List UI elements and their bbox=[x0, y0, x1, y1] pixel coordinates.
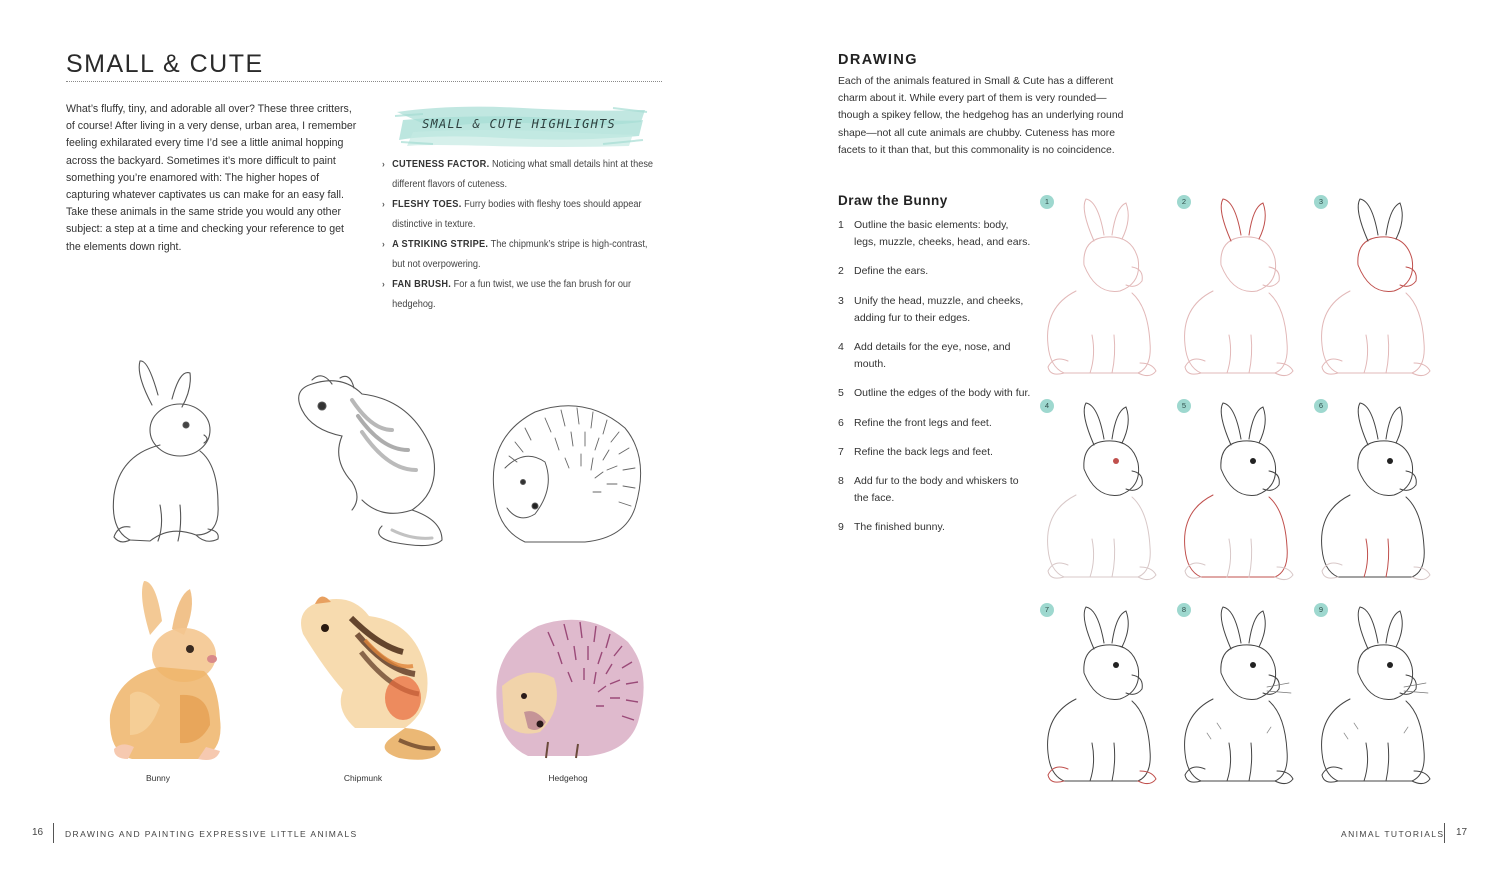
page-number-left: 16 bbox=[32, 827, 44, 838]
highlights-title: SMALL & CUTE HIGHLIGHTS bbox=[422, 117, 616, 131]
highlight-text: The chipmunk’s stripe is high-contrast, but not overpowering. bbox=[392, 239, 648, 270]
bunny-step-sketch bbox=[1040, 195, 1170, 385]
bunny-step-sketch bbox=[1040, 399, 1170, 589]
chipmunk-painting bbox=[295, 590, 445, 765]
hedgehog-painting bbox=[488, 612, 653, 762]
running-head-right: ANIMAL TUTORIALS bbox=[1341, 829, 1445, 839]
step-text: The finished bunny. bbox=[854, 521, 945, 534]
hedgehog-sketch bbox=[485, 398, 650, 548]
step-item bbox=[838, 519, 1033, 536]
bunny-step-sketch bbox=[1314, 399, 1444, 589]
chevron-right-icon: › bbox=[382, 199, 385, 209]
highlight-text: Furry bodies with fleshy toes should appear distinctive in texture. bbox=[392, 199, 642, 230]
highlight-key: CUTENESS FACTOR. bbox=[392, 159, 490, 170]
bunny-step-sketch bbox=[1177, 195, 1307, 385]
step-item bbox=[838, 339, 1033, 373]
step-badge: 6 bbox=[1314, 399, 1328, 413]
bunny-sketch bbox=[100, 355, 230, 550]
step-text: Refine the back legs and feet. bbox=[854, 445, 993, 458]
caption-bunny: Bunny bbox=[145, 773, 171, 783]
step-drawings-grid bbox=[1040, 195, 1450, 795]
step-badge: 3 bbox=[1314, 195, 1328, 209]
step-item bbox=[838, 293, 1033, 327]
step-drawing-1 bbox=[1040, 195, 1170, 385]
step-drawing-4 bbox=[1040, 399, 1170, 589]
bunny-step-sketch bbox=[1040, 603, 1170, 793]
page-number-right: 17 bbox=[1456, 827, 1468, 838]
steps-list bbox=[838, 217, 1033, 549]
highlight-key: FAN BRUSH. bbox=[392, 279, 452, 290]
step-number: 6 bbox=[838, 416, 844, 429]
page-title: SMALL & CUTE bbox=[66, 50, 264, 78]
chevron-right-icon: › bbox=[382, 239, 385, 249]
step-drawing-7 bbox=[1040, 603, 1170, 793]
running-head-left: DRAWING AND PAINTING EXPRESSIVE LITTLE ANIMALS bbox=[65, 829, 358, 839]
step-drawing-2 bbox=[1177, 195, 1307, 385]
step-drawing-5 bbox=[1177, 399, 1307, 589]
bunny-step-sketch bbox=[1314, 195, 1444, 385]
step-item bbox=[838, 415, 1033, 432]
caption-chipmunk: Chipmunk bbox=[343, 773, 383, 783]
chipmunk-sketch bbox=[292, 370, 452, 550]
chevron-right-icon: › bbox=[382, 279, 385, 289]
step-number: 1 bbox=[838, 219, 844, 231]
tutorial-heading: Draw the Bunny bbox=[838, 193, 948, 208]
step-badge: 9 bbox=[1314, 603, 1328, 617]
step-badge: 4 bbox=[1040, 399, 1054, 413]
highlights-list bbox=[382, 155, 658, 315]
step-number: 8 bbox=[838, 475, 844, 488]
bunny-step-sketch bbox=[1177, 399, 1307, 589]
highlight-item bbox=[382, 275, 653, 314]
highlight-item bbox=[382, 195, 653, 234]
step-text: Add fur to the body and whiskers to the face. bbox=[854, 475, 1019, 505]
step-text: Add details for the eye, nose, and mouth. bbox=[854, 341, 1011, 371]
step-drawing-6 bbox=[1314, 399, 1444, 589]
highlight-text: Noticing what small details hint at these different flavors of cuteness. bbox=[392, 159, 654, 190]
title-dotted-rule bbox=[66, 81, 662, 82]
step-item bbox=[838, 473, 1033, 507]
step-text: Outline the basic elements: body, legs, muzzle, cheeks, head, and ears. bbox=[854, 219, 1031, 249]
step-text: Define the ears. bbox=[854, 265, 929, 278]
step-badge: 2 bbox=[1177, 195, 1191, 209]
right-page bbox=[750, 0, 1500, 882]
caption-hedgehog: Hedgehog bbox=[548, 773, 588, 783]
step-number: 9 bbox=[838, 521, 844, 534]
folio-divider bbox=[1444, 823, 1445, 843]
step-badge: 8 bbox=[1177, 603, 1191, 617]
step-text: Refine the front legs and feet. bbox=[854, 416, 992, 429]
step-number: 3 bbox=[838, 294, 844, 307]
step-item bbox=[838, 217, 1033, 251]
step-drawing-9 bbox=[1314, 603, 1444, 793]
highlight-item bbox=[382, 235, 653, 274]
step-drawing-8 bbox=[1177, 603, 1307, 793]
step-item bbox=[838, 385, 1033, 402]
bunny-step-sketch bbox=[1177, 603, 1307, 793]
step-badge: 7 bbox=[1040, 603, 1054, 617]
step-item bbox=[838, 263, 1033, 280]
highlight-item bbox=[382, 155, 653, 194]
section-heading: DRAWING bbox=[838, 52, 918, 68]
intro-paragraph: What’s fluffy, tiny, and adorable all over? These three critters, of course! After living in a very dense, urban area, I remember feeling exhilarated every time I’d see a little animal hopping across the backyard. Sometimes it’s more difficult to paint something you’re enamored with: The higher hopes of capturing whatever captivates us can make for an easy fall. Take these animals in the same stride you would any other subject: a step at a time and checking your reference to get the elements down right. bbox=[66, 103, 357, 253]
highlight-key: FLESHY TOES. bbox=[392, 199, 462, 210]
step-number: 4 bbox=[838, 341, 844, 354]
step-number: 2 bbox=[838, 265, 844, 278]
step-text: Unify the head, muzzle, and cheeks, adding fur to their edges. bbox=[854, 294, 1024, 324]
highlight-text: For a fun twist, we use the fan brush for our hedgehog. bbox=[392, 279, 632, 310]
step-drawing-3 bbox=[1314, 195, 1444, 385]
step-badge: 5 bbox=[1177, 399, 1191, 413]
highlights-banner bbox=[393, 102, 649, 150]
step-badge: 1 bbox=[1040, 195, 1054, 209]
step-item bbox=[838, 444, 1033, 461]
step-text: Outline the edges of the body with fur. bbox=[854, 387, 1031, 400]
folio-divider bbox=[53, 823, 54, 843]
step-number: 7 bbox=[838, 445, 844, 458]
bunny-painting bbox=[100, 575, 230, 765]
step-number: 5 bbox=[838, 387, 844, 400]
bunny-step-sketch bbox=[1314, 603, 1444, 793]
highlight-key: A STRIKING STRIPE. bbox=[392, 239, 489, 250]
chevron-right-icon: › bbox=[382, 159, 385, 169]
section-intro: Each of the animals featured in Small & Cute has a different charm about it. While every part of them is very rounded—though a spikey fellow, the hedgehog has an underlying round shape—not all cute animals are chubby. Cuteness has more facets to it than that, but this commonality is no coincidence. bbox=[838, 76, 1124, 156]
